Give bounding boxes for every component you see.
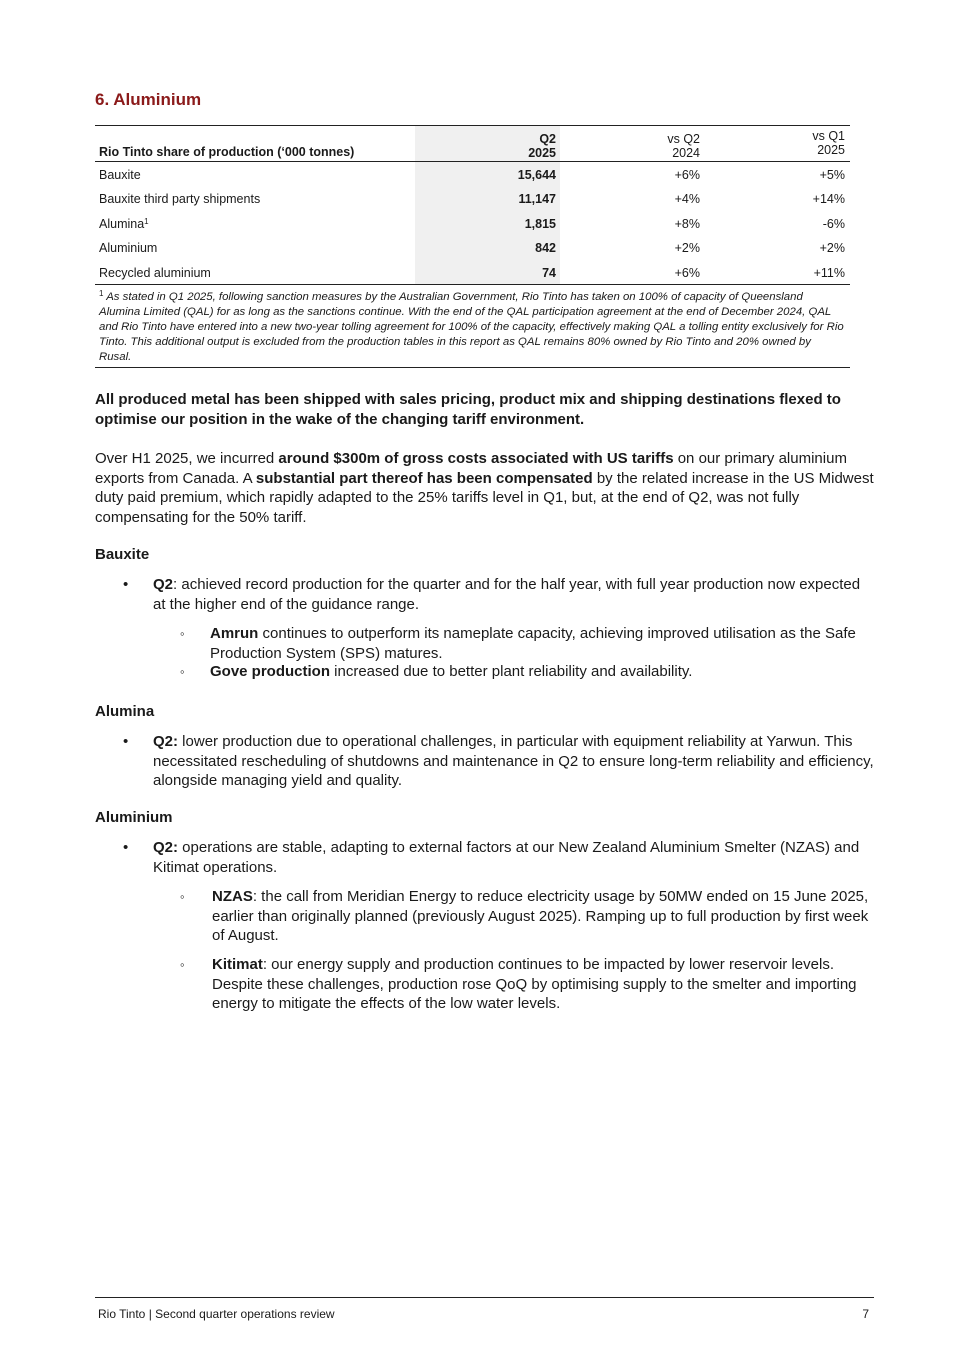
bullet-icon: • xyxy=(123,576,129,593)
lead-paragraph: All produced metal has been shipped with sales pricing, product mix and shipping destinations flexed to optimise our position in the wake of the changing tariff environment. xyxy=(95,391,841,428)
page-number: 7 xyxy=(862,1307,869,1321)
production-table xyxy=(95,125,850,368)
aluminium-heading: Aluminium xyxy=(95,809,173,826)
table-footnote: $^1$ As stated in Q1 2025, following sanction measures by the Australian Government, Rio Tinto has taken on 100% of capacity of Queensland Alumina Limited (QAL) for as long as the sanctions continue. With the end of the QAL participation agreement at the end of December 2024, QAL and Rio Tinto have entered into a new two-year tolling agreement for 100% of the capacity, effectively making QAL a tolling entity exclusively for Rio Tinto. This additional output is excluded from the production tables in this report as QAL remains 80% owned by Rio Tinto and 20% owned by Rusal. xyxy=(95,285,850,368)
tariff-paragraph: Over H1 2025, we incurred around $300m of gross costs associated with US tariffs on our primary aluminium exports from Canada. A substantial part thereof has been compensated by the related increase in the US Midwest duty paid premium, which rapidly adapted to the 25% tariffs level in Q1, but, at the end of Q2, was not fully compensating for the 50% tariff. xyxy=(95,450,874,526)
table-row: Bauxite third party shipments 11,147 +4% +14% xyxy=(95,186,850,210)
table-row: Bauxite 15,644 +6% +5% xyxy=(95,162,850,186)
footer-title: Rio Tinto | Second quarter operations review xyxy=(98,1307,335,1321)
alumina-heading: Alumina xyxy=(95,703,155,720)
sub-bullet-icon: ◦ xyxy=(180,664,185,679)
bauxite-heading: Bauxite xyxy=(95,546,150,563)
table-row: Aluminium 842 +2% +2% xyxy=(95,235,850,259)
header-vs-q2-2024: vs Q2 2024 xyxy=(667,132,700,160)
bullet-icon: • xyxy=(123,733,129,750)
table-row: Alumina$^1$ 1,815 +8% -6% xyxy=(95,211,850,235)
sub-bullet-icon: ◦ xyxy=(180,626,185,641)
table-row: Recycled aluminium 74 +6% +11% xyxy=(95,260,850,285)
header-vs-q1-2025: vs Q1 2025 xyxy=(812,129,845,157)
table-header xyxy=(95,126,850,162)
bullet-icon: • xyxy=(123,839,129,856)
header-label: Rio Tinto share of production (‘000 tonnes) xyxy=(99,145,355,159)
section-title: 6. Aluminium xyxy=(95,90,202,109)
sub-bullet-icon: ◦ xyxy=(180,889,185,904)
sub-bullet-icon: ◦ xyxy=(180,957,185,972)
footnote-ref: 1 xyxy=(144,216,149,226)
header-q2-2025: Q2 2025 xyxy=(415,126,560,161)
page-footer xyxy=(95,1297,874,1321)
